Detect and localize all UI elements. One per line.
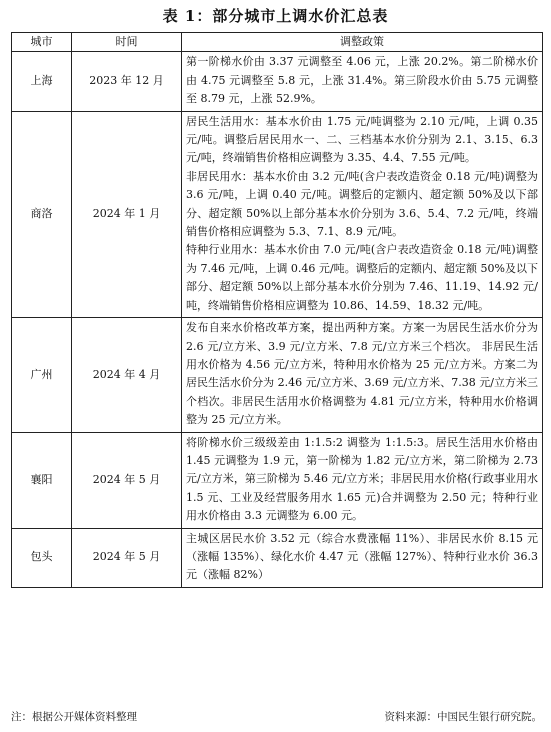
- policy-cell: [182, 528, 543, 587]
- city-cell: 包头: [12, 528, 72, 587]
- policy-paragraph: 将阶梯水价三级级差由 1:1.5:2 调整为 1:1.5:3。居民生活用水价格由 1.45 元调整为 1.9 元，第一阶梯为 1.82 元/立方米，第二阶梯为 2.73 元/立方米，第三阶梯为 5.46 元/立方米；非居民用水价格(行政事业用水 1.5 元、工业及经营服务用水 1.65 元)合并调整为 2.50 元；特种行业用水价格由 3.3 元调整为 6.00 元。: [186, 435, 538, 523]
- table-row: [12, 528, 543, 587]
- city-cell: 广州: [12, 318, 72, 432]
- policy-paragraph: 非居民用水：基本水价由 3.2 元/吨(含户表改造资金 0.18 元/吨)调整为 3.6 元/吨，上调 0.40 元/吨。调整后的定额内、超定额 50%及以下部分、超定额 50%以上部分基本水价分别为 3.6、5.4、7.2 元/吨，终端销售价格相应调整为 5.3、7.1、8.9 元/吨。: [186, 169, 538, 239]
- city-cell: 襄阳: [12, 432, 72, 528]
- water-price-table: [11, 32, 543, 588]
- header-policy: 调整政策: [182, 33, 543, 52]
- policy-paragraph: 特种行业用水：基本水价由 7.0 元/吨(含户表改造资金 0.18 元/吨)调整为 7.46 元/吨，上调 0.46 元/吨。调整后的定额内、超定额 50%及以下部分、超定额 50%以上部分基本水价分别为 7.46、11.19、14.92 元/吨，终端销售价格相应调整为 10.86、14.59、18.32 元/吨。: [186, 243, 538, 312]
- policy-cell: [182, 111, 543, 317]
- policy-paragraph: 主城区居民水价 3.52 元（综合水费涨幅 11%）、非居民水价 8.15 元（涨幅 135%）、绿化水价 4.47 元（涨幅 127%）、特种行业水价 36.3 元（涨幅 82%）: [186, 531, 538, 582]
- table-row: [12, 432, 543, 528]
- time-cell: 2024 年 1 月: [72, 111, 182, 317]
- footer-source: 资料来源：中国民生银行研究院。: [384, 711, 542, 723]
- time-cell: 2024 年 5 月: [72, 432, 182, 528]
- city-cell: 上海: [12, 52, 72, 111]
- city-cell: 商洛: [12, 111, 72, 317]
- table-row: [12, 111, 543, 317]
- table-row: [12, 318, 543, 432]
- policy-cell: [182, 52, 543, 111]
- table-footer: [11, 709, 542, 724]
- policy-paragraph: 居民生活用水：基本水价由 1.75 元/吨调整为 2.10 元/吨，上调 0.35 元/吨。调整后居民用水一、二、三档基本水价分别为 2.1、3.15、6.3 元/吨，终端销售价格相应调整为 3.35、4.4、7.55 元/吨。: [186, 114, 538, 165]
- footer-note: 注：根据公开媒体资料整理: [11, 711, 137, 723]
- table-title: 表 1：部分城市上调水价汇总表: [162, 7, 389, 25]
- time-cell: 2024 年 4 月: [72, 318, 182, 432]
- header-time: 时间: [72, 33, 182, 52]
- policy-paragraph: 发布自来水价格改革方案，提出两种方案。方案一为居民生活水价分为 2.6 元/立方米、3.9 元/立方米、7.8 元/立方米三个档次。 非居民生活用水价格为 4.56 元/立方米，特种用水价格为 25 元/立方米。方案二为居民生活水价分为 2.46 元/立方米、3.69 元/立方米、7.38 元/立方米三个档次。非居民生活用水价格调整为 4.81 元/立方米，特种用水价格调整为 25 元/立方米。: [186, 321, 538, 427]
- time-cell: 2024 年 5 月: [72, 528, 182, 587]
- policy-cell: [182, 318, 543, 432]
- time-cell: 2023 年 12 月: [72, 52, 182, 111]
- policy-paragraph: 第一阶梯水价由 3.37 元调整至 4.06 元，上涨 20.2%。第二阶梯水价由 4.75 元调整至 5.8 元，上涨 31.4%。第三阶段水价由 5.75 元调整至 8.79 元，上涨 52.9%。: [186, 55, 538, 106]
- policy-cell: [182, 432, 543, 528]
- table-header-row: [12, 33, 543, 52]
- table-row: [12, 52, 543, 111]
- header-city: 城市: [12, 33, 72, 52]
